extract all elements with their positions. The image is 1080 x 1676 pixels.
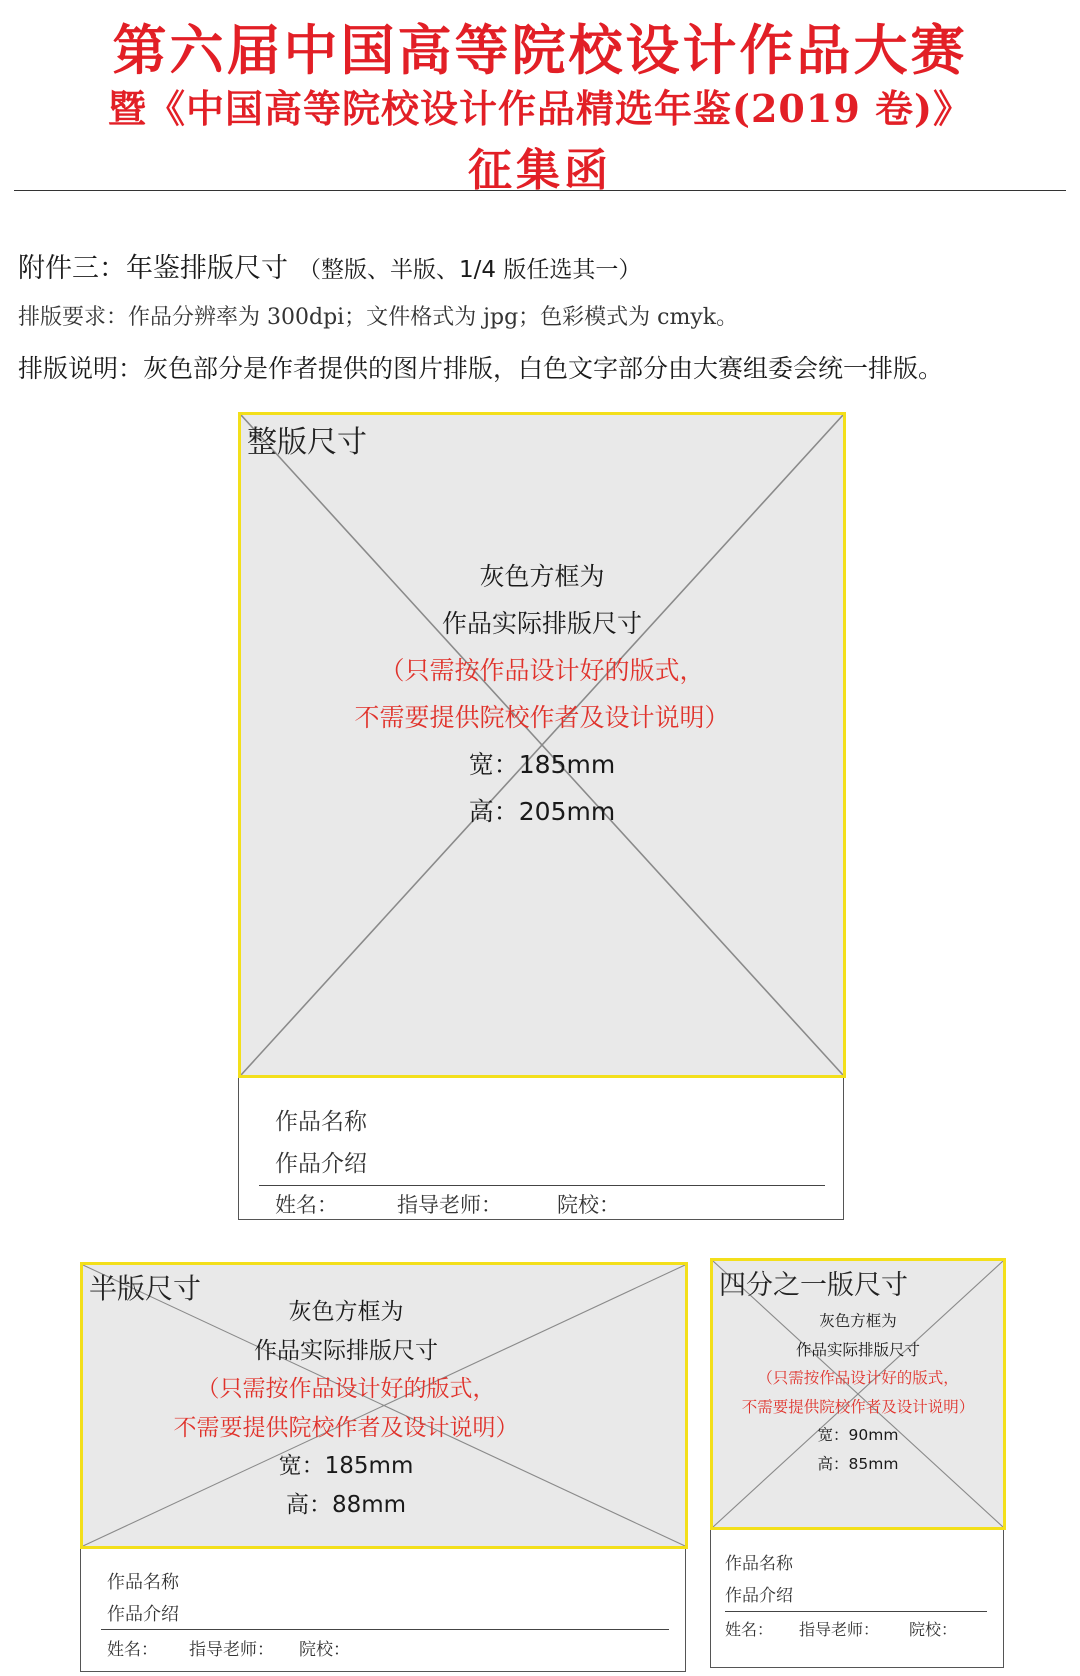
- quarter-page-advisor-label: 指导老师：: [799, 1620, 880, 1639]
- full-page-work-intro: 作品介绍: [275, 1151, 367, 1177]
- half-page-card: [80, 1262, 686, 1672]
- half-page-caption-divider: [101, 1629, 669, 1630]
- full-page-advisor-label: 指导老师：: [397, 1193, 502, 1217]
- half-page-label: 半版尺寸: [89, 1272, 202, 1305]
- full-page-line1: 灰色方框为: [479, 562, 605, 591]
- quarter-page-line2: 作品实际排版尺寸: [795, 1340, 920, 1359]
- quarter-page-height: 高：85mm: [817, 1454, 899, 1473]
- full-page-line2: 作品实际排版尺寸: [441, 609, 642, 638]
- quarter-page-gray-area: [710, 1258, 1006, 1530]
- quarter-page-note1: （只需按作品设计好的版式，: [757, 1369, 959, 1387]
- quarter-page-work-intro: 作品介绍: [725, 1586, 793, 1606]
- half-page-advisor-label: 指导老师：: [189, 1640, 274, 1660]
- quarter-page-width: 宽：90mm: [817, 1426, 899, 1444]
- full-page-label: 整版尺寸: [247, 425, 367, 460]
- full-page-card: [238, 412, 844, 1220]
- attachment-title-text: 附件三：年鉴排版尺寸: [18, 253, 288, 284]
- full-page-caption-divider: [259, 1185, 825, 1186]
- quarter-page-work-name: 作品名称: [725, 1554, 793, 1574]
- half-page-center-text: [80, 1293, 647, 1524]
- half-page-school-label: 院校：: [299, 1640, 350, 1660]
- layout-description: 排版说明：灰色部分是作者提供的图片排版，白色文字部分由大赛组委会统一排版。: [18, 354, 944, 383]
- quarter-page-note2: 不需要提供院校作者及设计说明）: [741, 1397, 975, 1416]
- quarter-page-label: 四分之一版尺寸: [719, 1270, 908, 1301]
- header-divider: [14, 190, 1066, 191]
- full-page-school-label: 院校：: [557, 1193, 620, 1217]
- quarter-page-name-label: 姓名：: [725, 1620, 774, 1639]
- half-page-width: 宽：185mm: [278, 1453, 414, 1479]
- half-page-work-intro: 作品介绍: [107, 1604, 179, 1625]
- full-page-signature-row: [275, 1189, 620, 1219]
- half-page-line1: 灰色方框为: [288, 1299, 404, 1325]
- full-page-work-name: 作品名称: [275, 1109, 367, 1135]
- half-page-note1: （只需按作品设计好的版式，: [196, 1376, 496, 1402]
- title-line-2: 暨《中国高等院校设计作品精选年鉴(2019 卷)》: [108, 86, 972, 131]
- title-line-1: 第六届中国高等院校设计作品大赛: [112, 18, 968, 82]
- quarter-page-center-text: [713, 1307, 1003, 1478]
- half-page-name-label: 姓名：: [107, 1640, 158, 1660]
- half-page-note2: 不需要提供院校作者及设计说明）: [173, 1414, 519, 1441]
- half-page-height: 高：88mm: [285, 1491, 407, 1518]
- half-page-line2: 作品实际排版尺寸: [254, 1337, 438, 1364]
- title-line-3: 征集函: [468, 145, 612, 196]
- layout-requirements: 排版要求：作品分辨率为 300dpi；文件格式为 jpg；色彩模式为 cmyk。: [18, 305, 739, 330]
- full-page-height: 高：205mm: [468, 797, 616, 826]
- full-page-gray-area: [238, 412, 846, 1078]
- quarter-page-school-label: 院校：: [909, 1620, 958, 1639]
- quarter-page-caption-divider: [725, 1611, 987, 1612]
- attachment-title: [18, 246, 641, 285]
- attachment-title-note: （整版、半版、1/4 版任选其一）: [298, 257, 642, 283]
- full-page-width: 宽：185mm: [468, 750, 616, 779]
- half-page-work-name: 作品名称: [107, 1572, 179, 1593]
- half-page-gray-area: [80, 1262, 688, 1549]
- full-page-note2: 不需要提供院校作者及设计说明）: [354, 703, 730, 732]
- full-page-center-text: [241, 553, 843, 835]
- full-page-name-label: 姓名：: [275, 1193, 338, 1217]
- quarter-page-line1: 灰色方框为: [819, 1312, 897, 1330]
- half-page-signature-row: [107, 1635, 350, 1660]
- quarter-page-card: [710, 1258, 1004, 1668]
- full-page-note1: （只需按作品设计好的版式，: [379, 656, 705, 685]
- quarter-page-signature-row: [725, 1617, 957, 1640]
